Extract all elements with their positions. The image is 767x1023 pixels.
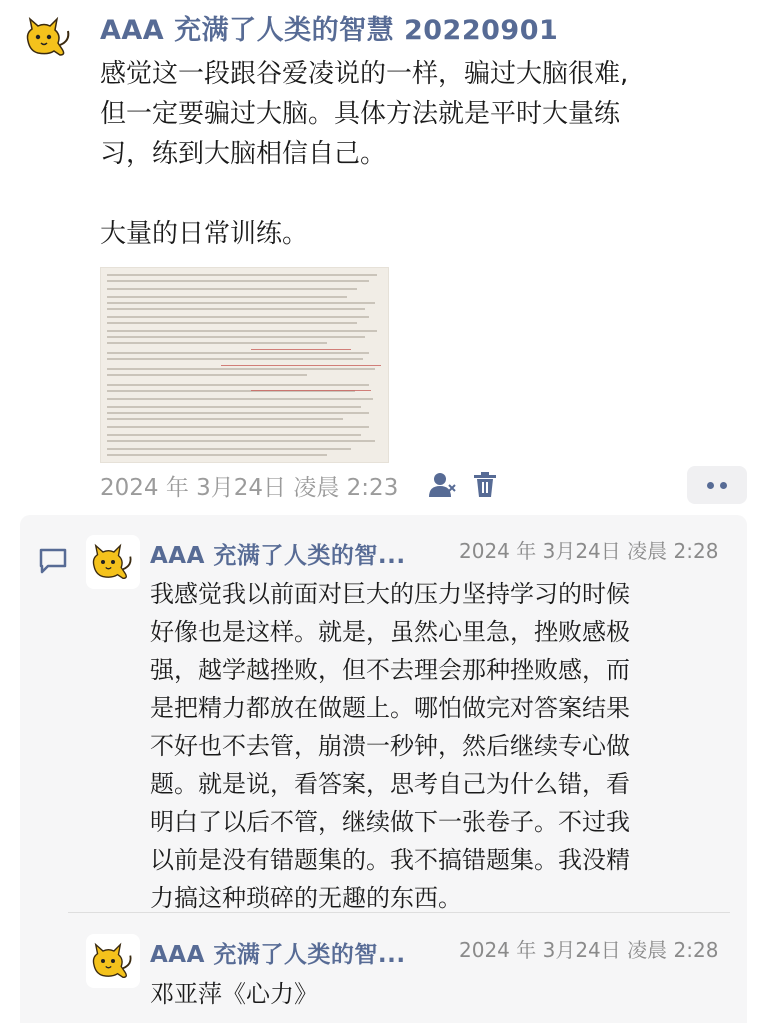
comment-line: 强，越学越挫败，但不去理会那种挫败感，而 — [150, 656, 630, 684]
image-text-line — [107, 412, 369, 414]
image-text-line — [107, 302, 375, 304]
post-text-line: 感觉这一段跟谷爱凌说的一样，骗过大脑很难, — [100, 59, 629, 89]
post-text-line: 习，练到大脑相信自己。 — [100, 139, 387, 169]
post-author[interactable]: AAA 充满了人类的智慧 20220901 — [100, 15, 559, 46]
comment-body — [150, 975, 740, 1013]
image-text-line — [107, 296, 347, 298]
image-text-line — [107, 398, 373, 400]
image-text-line — [107, 406, 361, 408]
comment-line: 题。就是说，看答案，思考自己为什么错，看 — [150, 770, 630, 798]
comment-line: 是把精力都放在做题上。哪怕做完对答案结果 — [150, 694, 630, 722]
avatar[interactable] — [86, 934, 140, 988]
comment-line: 我感觉我以前面对巨大的压力坚持学习的时候 — [150, 580, 630, 608]
post-timestamp: 2024 年 3月24日 凌晨 2:23 — [100, 475, 399, 501]
image-text-line — [107, 336, 365, 338]
image-text-line — [107, 368, 375, 370]
image-underline — [251, 349, 351, 350]
image-text-line — [107, 288, 357, 290]
comment-timestamp: 2024 年 3月24日 凌晨 2:28 — [459, 938, 719, 962]
post-text-line: 但一定要骗过大脑。具体方法就是平时大量练 — [100, 99, 621, 129]
image-text-line — [107, 384, 369, 386]
cat-avatar-icon — [90, 941, 136, 981]
cat-avatar-icon — [90, 542, 136, 582]
comment-line: 邓亚萍《心力》 — [150, 980, 318, 1008]
comment-line: 明白了以后不管，继续做下一张卷子。不过我 — [150, 808, 630, 836]
image-underline — [221, 365, 381, 366]
comment-body — [150, 575, 740, 917]
more-button[interactable] — [687, 466, 747, 504]
avatar[interactable] — [22, 10, 76, 64]
cat-avatar-icon — [24, 15, 74, 59]
comment-author[interactable]: AAA 充满了人类的智... — [150, 543, 406, 569]
image-text-line — [107, 434, 361, 436]
image-text-line — [107, 440, 375, 442]
image-text-line — [107, 448, 351, 450]
image-text-line — [107, 308, 365, 310]
image-text-line — [107, 352, 369, 354]
comment-icon — [38, 547, 68, 575]
image-text-line — [107, 374, 307, 376]
comment-line: 力搞这种琐碎的无趣的东西。 — [150, 884, 462, 912]
image-text-line — [107, 274, 377, 276]
comment-timestamp: 2024 年 3月24日 凌晨 2:28 — [459, 539, 719, 563]
image-underline — [251, 390, 371, 391]
image-text-line — [107, 322, 357, 324]
comment-line: 以前是没有错题集的。我不搞错题集。我没精 — [150, 846, 630, 874]
comment-line: 好像也是这样。就是，虽然心里急，挫败感极 — [150, 618, 630, 646]
image-text-line — [107, 330, 377, 332]
image-text-line — [107, 280, 369, 282]
comment-divider — [68, 912, 730, 913]
post-text-line: 大量的日常训练。 — [100, 219, 309, 249]
image-text-line — [107, 316, 369, 318]
trash-icon[interactable] — [472, 471, 498, 499]
image-text-line — [107, 454, 327, 456]
image-text-line — [107, 358, 363, 360]
image-text-line — [107, 426, 369, 428]
comment-author[interactable]: AAA 充满了人类的智... — [150, 942, 406, 968]
person-icon[interactable] — [427, 471, 457, 499]
comment-line: 不好也不去管，崩溃一秒钟，然后继续专心做 — [150, 732, 630, 760]
image-text-line — [107, 342, 327, 344]
more-dots-icon — [707, 482, 714, 489]
post-image[interactable] — [100, 267, 389, 463]
post-body — [100, 54, 740, 254]
avatar[interactable] — [86, 535, 140, 589]
image-text-line — [107, 418, 343, 420]
